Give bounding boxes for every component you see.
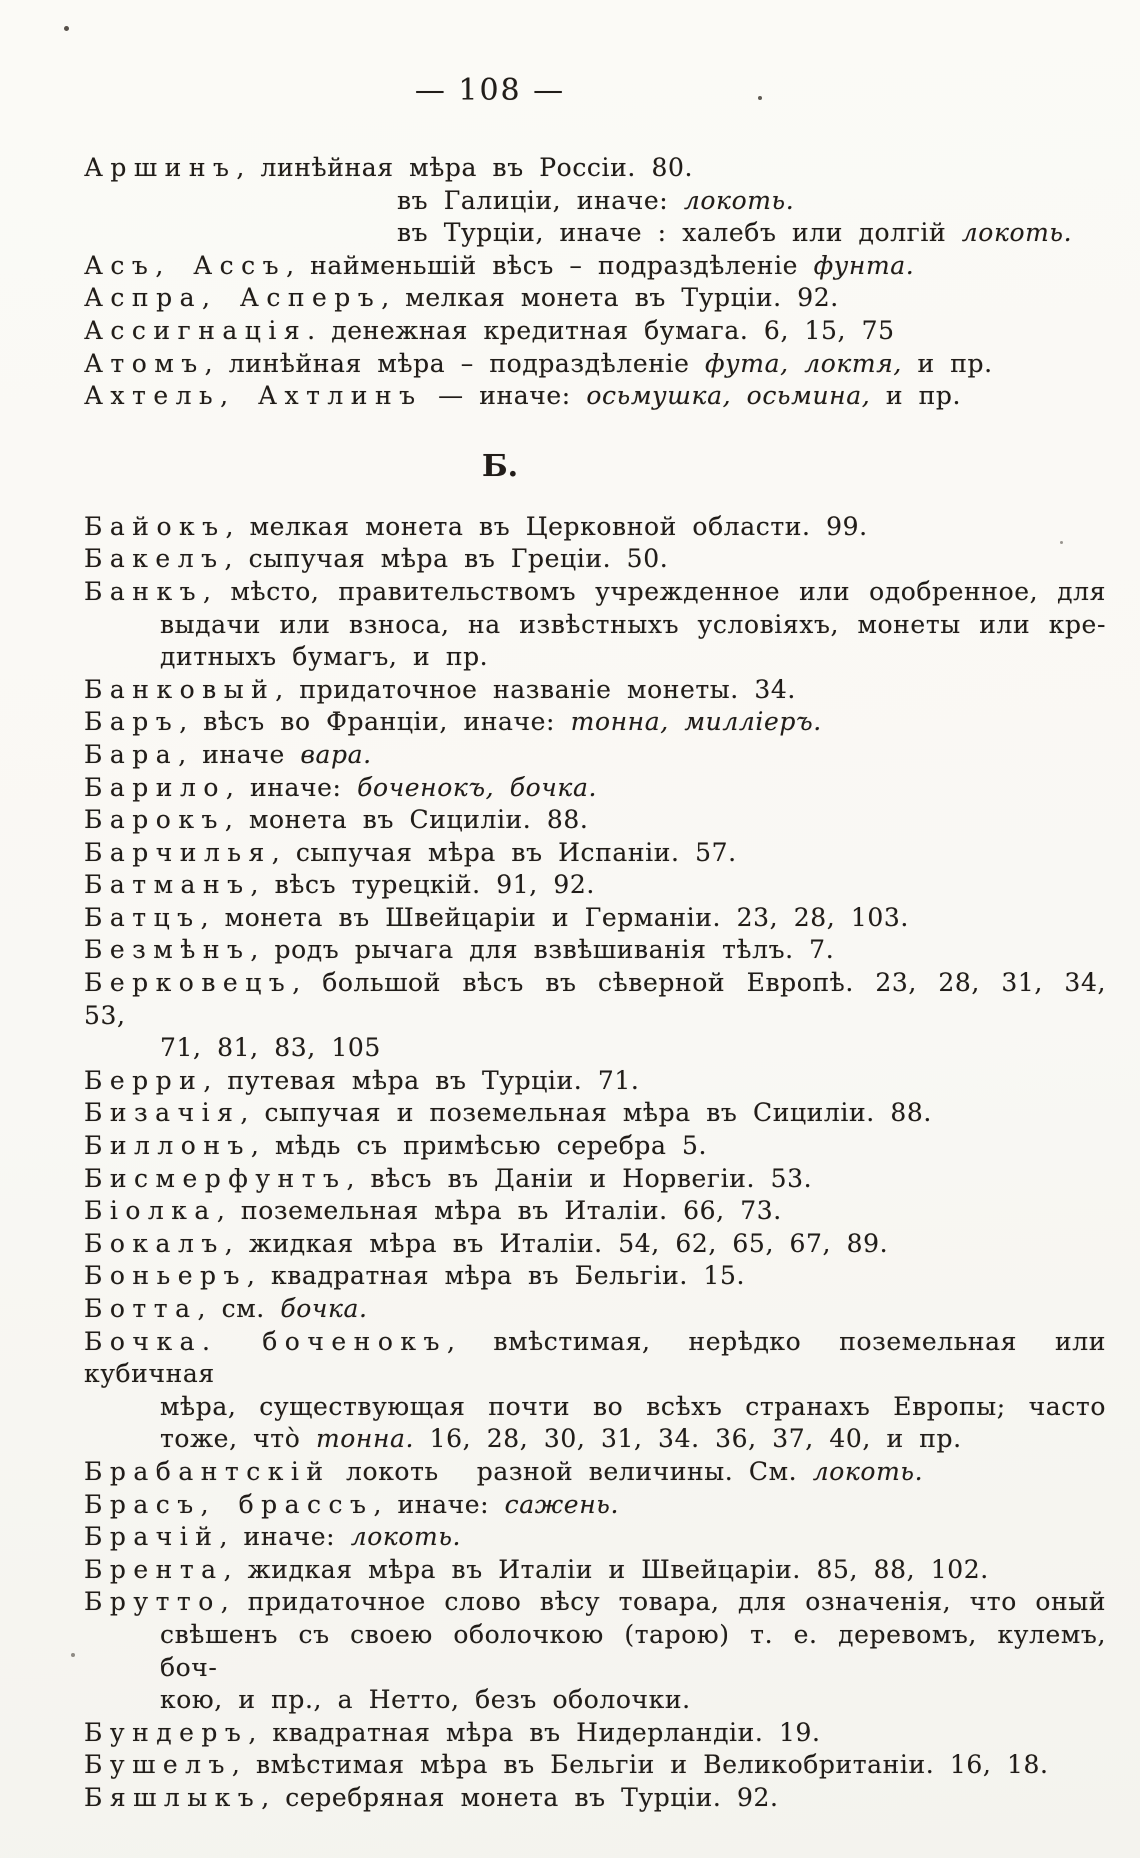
entry bbox=[84, 1195, 1106, 1228]
entry-line bbox=[84, 250, 1106, 283]
entry-line bbox=[84, 1456, 1106, 1489]
entry-text: , мелкая монета въ Церковной области. 99. bbox=[225, 511, 868, 541]
entry-line bbox=[84, 1228, 1106, 1261]
entry-text: дитныхъ бумагъ, и пр. bbox=[160, 642, 489, 672]
entry-headword: Батцъ bbox=[84, 902, 201, 932]
entry-text: , придаточное названіе монеты. 34. bbox=[275, 674, 796, 704]
entry-line bbox=[84, 674, 1106, 707]
entry-line bbox=[160, 641, 1106, 674]
scan-speck bbox=[1060, 541, 1063, 544]
entry-line bbox=[84, 1782, 1106, 1815]
section-b bbox=[84, 450, 1106, 1815]
entry-headword: Бочка. боченокъ bbox=[84, 1326, 447, 1356]
entry-headword: Брента bbox=[84, 1554, 224, 1584]
entry-headword: Бизачія bbox=[84, 1098, 241, 1128]
entry-term-italic: локоть. bbox=[683, 185, 795, 215]
entry-headword: Бисмерфунтъ bbox=[84, 1163, 347, 1193]
entry bbox=[84, 380, 1106, 413]
entry bbox=[84, 1163, 1106, 1196]
section-a bbox=[84, 152, 1106, 413]
entry-line bbox=[84, 869, 1106, 902]
entry-headword: Асъ, Ассъ bbox=[84, 250, 287, 280]
entry-text: , вѣсъ во Франціи, иначе: bbox=[179, 707, 571, 737]
entry bbox=[84, 1521, 1106, 1554]
entry-headword: Берри bbox=[84, 1065, 204, 1095]
entry-line bbox=[84, 282, 1106, 315]
entry-text: , см. bbox=[197, 1294, 281, 1323]
entry-line bbox=[84, 804, 1106, 837]
entry-text: , линѣйная мѣра въ Россіи. 80. bbox=[236, 153, 694, 182]
entry-text: . денежная кредитная бумага. 6, 15, 75 bbox=[307, 315, 895, 345]
entry-headword: Барило bbox=[84, 772, 226, 802]
entry-line bbox=[84, 1260, 1106, 1293]
entry-term-italic: локоть. bbox=[961, 218, 1073, 248]
entry-term-italic: фунта. bbox=[813, 250, 915, 280]
entry-line bbox=[160, 1032, 1106, 1065]
entry-headword: Барокъ bbox=[84, 805, 225, 835]
entry bbox=[84, 576, 1106, 674]
entry bbox=[84, 869, 1106, 902]
entry-text: , сыпучая мѣра въ Греціи. 50. bbox=[224, 544, 669, 574]
entry-text: мѣра, существующая почти во всѣхъ странахъ Европы; часто bbox=[160, 1391, 1106, 1421]
entry bbox=[84, 1260, 1106, 1293]
entry-term-italic: тонна. bbox=[315, 1424, 415, 1454]
entry-line bbox=[397, 185, 1106, 218]
entry-headword: Ботта bbox=[84, 1294, 198, 1323]
entry-text: , вѣсъ въ Даніи и Норвегіи. 53. bbox=[346, 1163, 813, 1193]
entry bbox=[84, 152, 1106, 250]
entry-line bbox=[84, 1130, 1106, 1163]
entry-line bbox=[160, 1391, 1106, 1424]
entry bbox=[84, 250, 1106, 283]
entry bbox=[84, 804, 1106, 837]
entry-line bbox=[84, 543, 1106, 576]
entry-text: , квадратная мѣра въ Нидерландіи. 19. bbox=[248, 1717, 821, 1747]
entry-term-italic: тонна, милліеръ. bbox=[570, 707, 822, 737]
entry-text: , придаточное слово вѣсу товара, для означенія, что оный bbox=[220, 1587, 1106, 1617]
entry-line bbox=[84, 1065, 1106, 1098]
entry-headword: Брутто bbox=[84, 1587, 221, 1617]
entry-headword: Аспра, Асперъ bbox=[84, 283, 382, 313]
entry bbox=[84, 739, 1106, 772]
entry-line bbox=[84, 1326, 1106, 1391]
entry-headword: Ассигнація bbox=[84, 315, 308, 345]
entry bbox=[84, 282, 1106, 315]
entry-text: , найменьшій вѣсъ – подраздѣленіе bbox=[286, 250, 814, 280]
entry-headword: Ахтель, Ахтлинъ bbox=[84, 381, 423, 411]
entry bbox=[84, 348, 1106, 381]
page-number-header: — 108 — bbox=[414, 73, 566, 108]
entry-text: , иначе: bbox=[225, 772, 358, 802]
entry-line bbox=[160, 1423, 1106, 1456]
entry bbox=[84, 1717, 1106, 1750]
entry-headword: Банкъ bbox=[84, 576, 203, 606]
entry-text: свѣшенъ съ своею оболочкою (тарою) т. е. деревомъ, кулемъ, боч- bbox=[160, 1619, 1106, 1682]
entry-line bbox=[84, 1554, 1106, 1587]
entry-text: , иначе: bbox=[373, 1489, 505, 1519]
entry-text: 71, 81, 83, 105 bbox=[160, 1033, 381, 1063]
entry-line bbox=[84, 1195, 1106, 1228]
entry-line bbox=[84, 1586, 1106, 1619]
entry-text: , квадратная мѣра въ Бельгіи. 15. bbox=[246, 1261, 745, 1291]
entry-headword: Бундеръ bbox=[84, 1717, 249, 1747]
entry-text: , жидкая мѣра въ Италіи. 54, 62, 65, 67, 89. bbox=[224, 1228, 889, 1258]
entry-headword: Аршинъ bbox=[84, 153, 237, 182]
entry bbox=[84, 772, 1106, 805]
entry-text: , вѣсъ турецкій. 91, 92. bbox=[250, 870, 595, 900]
entry bbox=[84, 902, 1106, 935]
entry-text: въ Турціи, иначе : халебъ или долгій bbox=[397, 218, 962, 248]
entry bbox=[84, 706, 1106, 739]
entry-headword: Бяшлыкъ bbox=[84, 1782, 262, 1812]
entry bbox=[84, 837, 1106, 870]
entry-headword: Берковецъ bbox=[84, 968, 293, 998]
entry-line bbox=[84, 739, 1106, 772]
entry-headword: Барчилья bbox=[84, 837, 272, 867]
entry-headword: Батманъ bbox=[84, 870, 251, 900]
entry-text: , большой вѣсъ въ сѣверной Европѣ. 23, 28, 31, 34, 53, bbox=[84, 968, 1106, 1030]
entry-headword: Атомъ bbox=[84, 348, 205, 378]
entry-line bbox=[84, 706, 1106, 739]
entry-line bbox=[84, 1097, 1106, 1130]
entry bbox=[84, 674, 1106, 707]
entry-headword: Бушелъ bbox=[84, 1750, 232, 1780]
entry-text: кою, и пр., а Нетто, безъ оболочки. bbox=[160, 1685, 691, 1715]
entry-text: — иначе: bbox=[422, 381, 587, 411]
entry-term-italic: локоть. bbox=[350, 1522, 462, 1552]
entry-text: , мѣдь съ примѣсью серебра 5. bbox=[250, 1131, 708, 1161]
entry-line bbox=[84, 348, 1106, 381]
entry-line bbox=[84, 1749, 1106, 1782]
entry-term-italic: сажень. bbox=[504, 1489, 620, 1519]
entry-text: , поземельная мѣра въ Италіи. 66, 73. bbox=[216, 1196, 782, 1226]
entry-term-italic: локоть. bbox=[812, 1456, 924, 1486]
entry-headword: Боньеръ bbox=[84, 1261, 247, 1291]
entry-line bbox=[84, 967, 1106, 1032]
entry-text: , мѣсто, правительствомъ учрежденное или одобренное, для bbox=[202, 576, 1106, 606]
entry-text: , монета въ Швейцаріи и Германіи. 23, 28, 103. bbox=[200, 902, 909, 932]
entry-line bbox=[84, 1489, 1106, 1522]
entry bbox=[84, 1456, 1106, 1489]
entry-text: , сыпучая и поземельная мѣра въ Сициліи. 88. bbox=[240, 1098, 932, 1128]
entry-text: выдачи или взноса, на извѣстныхъ условіяхъ, монеты или кре- bbox=[160, 609, 1106, 639]
entry bbox=[84, 1782, 1106, 1815]
entry-line bbox=[160, 609, 1106, 642]
entry bbox=[84, 315, 1106, 348]
entry-text: , вмѣстимая мѣра въ Бельгіи и Великобританіи. 16, 18. bbox=[231, 1750, 1049, 1780]
entry-text: , иначе: bbox=[219, 1522, 351, 1552]
entry bbox=[84, 1228, 1106, 1261]
entry bbox=[84, 934, 1106, 967]
entry-text: , вмѣстимая, нерѣдко поземельная или кубичная bbox=[84, 1326, 1106, 1389]
entry-headword: Біолка bbox=[84, 1196, 217, 1226]
entry bbox=[84, 1130, 1106, 1163]
entry-text: , серебряная монета въ Турціи. 92. bbox=[261, 1782, 779, 1812]
entry-text: , монета въ Сициліи. 88. bbox=[224, 805, 589, 835]
entry-term-italic: фута, локтя, bbox=[705, 348, 902, 378]
entry-text: тоже, что̀ bbox=[160, 1424, 316, 1454]
entry bbox=[84, 1586, 1106, 1716]
entry bbox=[84, 967, 1106, 1065]
entry-line bbox=[84, 1521, 1106, 1554]
entry-text: локоть bbox=[330, 1456, 439, 1486]
entry-line bbox=[84, 837, 1106, 870]
entry-term-italic: осьмушка, осьмина, bbox=[586, 381, 871, 411]
entry-text: и пр. bbox=[901, 348, 993, 378]
entry-text: въ Галиціи, иначе: bbox=[397, 185, 684, 215]
entry-headword: Банковый bbox=[84, 674, 276, 704]
entry-line bbox=[84, 1293, 1106, 1326]
entry-headword: Байокъ bbox=[84, 511, 226, 541]
entry-line bbox=[84, 1163, 1106, 1196]
entry bbox=[84, 1097, 1106, 1130]
entry-text: 16, 28, 30, 31, 34. 36, 37, 40, и пр. bbox=[414, 1424, 962, 1454]
entry-line bbox=[84, 934, 1106, 967]
entry-term-italic: боченокъ, бочка. bbox=[357, 772, 597, 802]
entry-line bbox=[84, 1717, 1106, 1750]
entry-line bbox=[84, 152, 1106, 185]
entry-text: , родъ рычага для взвѣшиванія тѣлъ. 7. bbox=[250, 935, 835, 965]
entry-text: , мелкая монета въ Турціи. 92. bbox=[381, 283, 839, 313]
entry-text: и пр. bbox=[870, 381, 962, 411]
entry-line bbox=[84, 315, 1106, 348]
entry-line bbox=[84, 380, 1106, 413]
entry-headword: Баръ bbox=[84, 707, 180, 737]
entries-region bbox=[0, 108, 1140, 1815]
entry bbox=[84, 1489, 1106, 1522]
entry-text: , линѣйная мѣра – подраздѣленіе bbox=[204, 348, 706, 378]
entry bbox=[84, 1554, 1106, 1587]
entry-line bbox=[397, 217, 1106, 250]
entry-text: , путевая мѣра въ Турціи. 71. bbox=[203, 1065, 640, 1095]
entry-line bbox=[84, 902, 1106, 935]
entry-term-italic: бочка. bbox=[280, 1294, 368, 1323]
entry bbox=[84, 543, 1106, 576]
entry-text: , сыпучая мѣра въ Испаніи. 57. bbox=[271, 837, 737, 867]
entry bbox=[84, 1326, 1106, 1456]
entry-headword: Бокалъ bbox=[84, 1228, 225, 1258]
entry-text: , иначе bbox=[178, 739, 301, 769]
entry bbox=[84, 1065, 1106, 1098]
entry-line bbox=[84, 511, 1106, 544]
entry-line bbox=[160, 1684, 1106, 1717]
entry-text: разной величины. См. bbox=[476, 1456, 813, 1486]
entry bbox=[84, 511, 1106, 544]
section-heading: Б. bbox=[481, 448, 519, 484]
entry-line bbox=[84, 772, 1106, 805]
entry-headword: Безмѣнъ bbox=[84, 935, 251, 965]
entry-term-italic: вара. bbox=[300, 739, 372, 769]
entry-headword: Бара bbox=[84, 739, 179, 769]
entry-text: , жидкая мѣра въ Италіи и Швейцаріи. 85, 88, 102. bbox=[223, 1554, 989, 1584]
entry-line bbox=[160, 1619, 1106, 1684]
entry-headword: Брачій bbox=[84, 1522, 220, 1552]
entry bbox=[84, 1293, 1106, 1326]
entry-headword: Брасъ, брассъ bbox=[84, 1489, 374, 1519]
entry-headword: Брабантскій bbox=[84, 1456, 331, 1486]
scan-speck bbox=[71, 1653, 75, 1657]
entry-headword: Биллонъ bbox=[84, 1131, 251, 1161]
entry-line bbox=[84, 576, 1106, 609]
entry-headword: Бакелъ bbox=[84, 544, 225, 574]
entry bbox=[84, 1749, 1106, 1782]
